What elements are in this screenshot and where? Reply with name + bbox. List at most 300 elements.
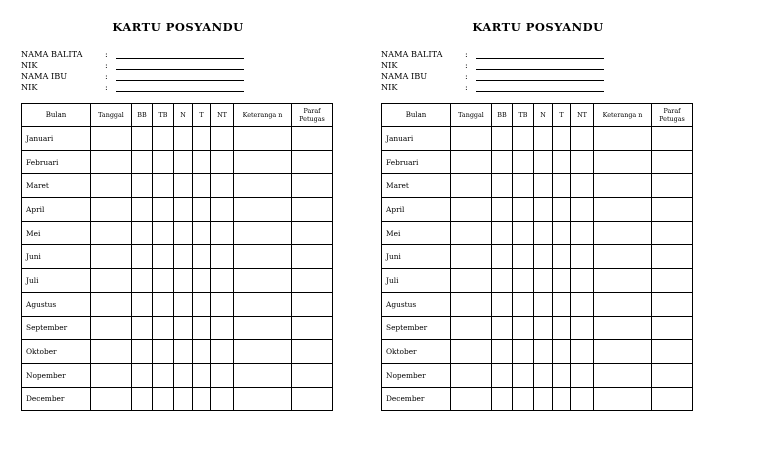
entry-cell-keterangan[interactable] <box>594 221 652 245</box>
column-header-nt: NT <box>211 104 234 127</box>
entry-cell-tanggal[interactable] <box>451 174 492 198</box>
month-cell: Januari <box>22 127 91 151</box>
column-header-bulan: Bulan <box>382 104 451 127</box>
field-label: NAMA BALITA <box>381 49 443 59</box>
entry-cell-n[interactable] <box>534 150 553 174</box>
entry-cell-bb[interactable] <box>492 387 513 411</box>
entry-cell-paraf[interactable] <box>652 292 693 316</box>
entry-cell-keterangan[interactable] <box>234 174 292 198</box>
entry-cell-tanggal[interactable] <box>451 363 492 387</box>
entry-cell-tanggal[interactable] <box>451 292 492 316</box>
entry-cell-keterangan[interactable] <box>594 363 652 387</box>
entry-cell-t[interactable] <box>553 363 571 387</box>
month-cell: Juli <box>22 269 91 293</box>
field-nik-ibu <box>381 82 606 93</box>
month-cell: Februari <box>22 150 91 174</box>
entry-cell-tanggal[interactable] <box>451 221 492 245</box>
table-row <box>22 292 333 316</box>
entry-cell-paraf[interactable] <box>292 127 333 151</box>
entry-cell-tb[interactable] <box>513 387 534 411</box>
entry-cell-keterangan[interactable] <box>594 387 652 411</box>
table-row <box>22 363 333 387</box>
entry-cell-paraf[interactable] <box>292 174 333 198</box>
entry-cell-paraf[interactable] <box>652 340 693 364</box>
entry-cell-tanggal[interactable] <box>91 127 132 151</box>
entry-cell-paraf[interactable] <box>652 387 693 411</box>
entry-cell-nt[interactable] <box>211 316 234 340</box>
entry-cell-t[interactable] <box>553 269 571 293</box>
table-row <box>22 198 333 222</box>
table-row <box>382 340 693 364</box>
entry-cell-tb[interactable] <box>513 363 534 387</box>
entry-cell-tb[interactable] <box>153 174 174 198</box>
entry-cell-t[interactable] <box>553 127 571 151</box>
entry-cell-tanggal[interactable] <box>91 363 132 387</box>
entry-cell-bb[interactable] <box>132 174 153 198</box>
month-cell: Nopember <box>22 363 91 387</box>
table-row <box>382 174 693 198</box>
identity-fields <box>21 49 246 93</box>
table-row <box>382 127 693 151</box>
entry-cell-nt[interactable] <box>211 269 234 293</box>
entry-cell-tb[interactable] <box>513 245 534 269</box>
table-row <box>22 245 333 269</box>
entry-cell-t[interactable] <box>553 198 571 222</box>
entry-cell-t[interactable] <box>193 221 211 245</box>
entry-cell-n[interactable] <box>174 174 193 198</box>
entry-cell-t[interactable] <box>553 387 571 411</box>
table-row <box>22 150 333 174</box>
entry-cell-t[interactable] <box>193 245 211 269</box>
field-label: NIK <box>21 60 38 70</box>
entry-cell-nt[interactable] <box>571 221 594 245</box>
entry-cell-tanggal[interactable] <box>91 150 132 174</box>
entry-cell-tb[interactable] <box>153 363 174 387</box>
entry-cell-n[interactable] <box>174 269 193 293</box>
field-label: NIK <box>381 82 398 92</box>
field-colon: : <box>105 60 108 70</box>
entry-cell-nt[interactable] <box>211 363 234 387</box>
field-fill-line[interactable] <box>476 69 604 70</box>
entry-cell-nt[interactable] <box>211 245 234 269</box>
field-fill-line[interactable] <box>476 58 604 59</box>
entry-cell-nt[interactable] <box>211 150 234 174</box>
entry-cell-keterangan[interactable] <box>594 150 652 174</box>
entry-cell-nt[interactable] <box>211 292 234 316</box>
entry-cell-paraf[interactable] <box>652 221 693 245</box>
entry-cell-t[interactable] <box>553 292 571 316</box>
entry-cell-n[interactable] <box>534 387 553 411</box>
entry-cell-nt[interactable] <box>211 221 234 245</box>
month-cell: Juni <box>22 245 91 269</box>
month-cell: Agustus <box>22 292 91 316</box>
column-header-paraf: Paraf Petugas <box>652 104 693 127</box>
entry-cell-bb[interactable] <box>492 150 513 174</box>
entry-cell-n[interactable] <box>174 127 193 151</box>
entry-cell-tanggal[interactable] <box>91 340 132 364</box>
entry-cell-t[interactable] <box>553 150 571 174</box>
entry-cell-tb[interactable] <box>513 127 534 151</box>
entry-cell-tb[interactable] <box>513 340 534 364</box>
column-header-t: T <box>193 104 211 127</box>
entry-cell-nt[interactable] <box>571 363 594 387</box>
entry-cell-bb[interactable] <box>492 269 513 293</box>
field-fill-line[interactable] <box>116 80 244 81</box>
month-cell: Januari <box>382 127 451 151</box>
entry-cell-nt[interactable] <box>571 127 594 151</box>
field-colon: : <box>465 60 468 70</box>
entry-cell-bb[interactable] <box>492 316 513 340</box>
entry-cell-paraf[interactable] <box>652 127 693 151</box>
entry-cell-t[interactable] <box>193 387 211 411</box>
entry-cell-n[interactable] <box>174 316 193 340</box>
column-header-bulan: Bulan <box>22 104 91 127</box>
entry-cell-bb[interactable] <box>492 221 513 245</box>
entry-cell-tanggal[interactable] <box>91 221 132 245</box>
entry-cell-keterangan[interactable] <box>234 150 292 174</box>
entry-cell-bb[interactable] <box>132 198 153 222</box>
month-cell: April <box>382 198 451 222</box>
entry-cell-nt[interactable] <box>211 174 234 198</box>
entry-cell-paraf[interactable] <box>292 198 333 222</box>
entry-cell-keterangan[interactable] <box>234 221 292 245</box>
entry-cell-paraf[interactable] <box>652 316 693 340</box>
entry-cell-n[interactable] <box>174 340 193 364</box>
table-row <box>382 269 693 293</box>
entry-cell-tb[interactable] <box>153 150 174 174</box>
entry-cell-nt[interactable] <box>571 174 594 198</box>
entry-cell-paraf[interactable] <box>292 221 333 245</box>
table-row <box>382 363 693 387</box>
table-row <box>22 387 333 411</box>
entry-cell-bb[interactable] <box>132 363 153 387</box>
entry-cell-keterangan[interactable] <box>234 269 292 293</box>
entry-cell-tanggal[interactable] <box>451 127 492 151</box>
entry-cell-keterangan[interactable] <box>234 292 292 316</box>
field-fill-line[interactable] <box>476 91 604 92</box>
entry-cell-nt[interactable] <box>571 316 594 340</box>
column-header-tb: TB <box>153 104 174 127</box>
entry-cell-keterangan[interactable] <box>594 340 652 364</box>
entry-cell-tb[interactable] <box>513 316 534 340</box>
entry-cell-keterangan[interactable] <box>594 292 652 316</box>
table-row <box>22 316 333 340</box>
entry-cell-n[interactable] <box>534 269 553 293</box>
entry-cell-t[interactable] <box>553 340 571 364</box>
entry-cell-paraf[interactable] <box>292 150 333 174</box>
entry-cell-bb[interactable] <box>132 221 153 245</box>
entry-cell-bb[interactable] <box>492 174 513 198</box>
table-row <box>382 221 693 245</box>
entry-cell-nt[interactable] <box>211 340 234 364</box>
field-label: NAMA BALITA <box>21 49 83 59</box>
growth-record-table <box>21 103 333 411</box>
entry-cell-n[interactable] <box>534 245 553 269</box>
column-header-n: N <box>174 104 193 127</box>
entry-cell-keterangan[interactable] <box>234 316 292 340</box>
entry-cell-tb[interactable] <box>153 127 174 151</box>
entry-cell-tb[interactable] <box>513 292 534 316</box>
posyandu-card-left <box>18 0 338 466</box>
field-colon: : <box>105 71 108 81</box>
entry-cell-bb[interactable] <box>132 292 153 316</box>
entry-cell-t[interactable] <box>553 316 571 340</box>
entry-cell-t[interactable] <box>193 198 211 222</box>
entry-cell-keterangan[interactable] <box>234 127 292 151</box>
entry-cell-tanggal[interactable] <box>451 316 492 340</box>
month-cell: September <box>382 316 451 340</box>
entry-cell-keterangan[interactable] <box>594 269 652 293</box>
month-cell: April <box>22 198 91 222</box>
entry-cell-tb[interactable] <box>153 245 174 269</box>
entry-cell-keterangan[interactable] <box>594 316 652 340</box>
entry-cell-tb[interactable] <box>153 221 174 245</box>
field-nama-balita <box>21 49 246 60</box>
entry-cell-tb[interactable] <box>513 174 534 198</box>
entry-cell-paraf[interactable] <box>292 269 333 293</box>
column-header-n: N <box>534 104 553 127</box>
entry-cell-n[interactable] <box>174 387 193 411</box>
entry-cell-nt[interactable] <box>571 245 594 269</box>
entry-cell-keterangan[interactable] <box>594 174 652 198</box>
field-label: NIK <box>381 60 398 70</box>
entry-cell-bb[interactable] <box>132 150 153 174</box>
column-header-tanggal: Tanggal <box>91 104 132 127</box>
field-nik-balita <box>21 60 246 71</box>
growth-record-table <box>381 103 693 411</box>
table-row <box>22 340 333 364</box>
entry-cell-tanggal[interactable] <box>451 150 492 174</box>
month-cell: December <box>22 387 91 411</box>
table-header-row <box>22 104 333 127</box>
table-row <box>22 269 333 293</box>
entry-cell-n[interactable] <box>534 221 553 245</box>
entry-cell-paraf[interactable] <box>292 245 333 269</box>
entry-cell-bb[interactable] <box>492 198 513 222</box>
entry-cell-paraf[interactable] <box>652 245 693 269</box>
entry-cell-keterangan[interactable] <box>234 363 292 387</box>
table-row <box>382 245 693 269</box>
column-header-bb: BB <box>132 104 153 127</box>
table-row <box>382 198 693 222</box>
entry-cell-paraf[interactable] <box>292 316 333 340</box>
field-colon: : <box>465 71 468 81</box>
table-row <box>382 387 693 411</box>
entry-cell-n[interactable] <box>534 174 553 198</box>
entry-cell-paraf[interactable] <box>652 363 693 387</box>
entry-cell-tb[interactable] <box>513 221 534 245</box>
entry-cell-tb[interactable] <box>153 387 174 411</box>
table-header-row <box>382 104 693 127</box>
entry-cell-nt[interactable] <box>571 269 594 293</box>
month-cell: Nopember <box>382 363 451 387</box>
entry-cell-n[interactable] <box>174 221 193 245</box>
card-title: KARTU POSYANDU <box>112 20 244 34</box>
entry-cell-nt[interactable] <box>571 387 594 411</box>
entry-cell-t[interactable] <box>553 245 571 269</box>
entry-cell-tb[interactable] <box>153 292 174 316</box>
entry-cell-tanggal[interactable] <box>451 387 492 411</box>
entry-cell-tb[interactable] <box>153 340 174 364</box>
entry-cell-bb[interactable] <box>132 127 153 151</box>
entry-cell-tanggal[interactable] <box>91 269 132 293</box>
identity-fields <box>381 49 606 93</box>
column-header-tanggal: Tanggal <box>451 104 492 127</box>
column-header-nt: NT <box>571 104 594 127</box>
field-fill-line[interactable] <box>116 91 244 92</box>
entry-cell-nt[interactable] <box>571 292 594 316</box>
entry-cell-t[interactable] <box>193 150 211 174</box>
entry-cell-keterangan[interactable] <box>594 127 652 151</box>
field-colon: : <box>465 49 468 59</box>
table-row <box>382 316 693 340</box>
entry-cell-tanggal[interactable] <box>91 316 132 340</box>
field-label: NAMA IBU <box>21 71 68 81</box>
month-cell: Maret <box>382 174 451 198</box>
column-header-keterangan: Keteranga n <box>594 104 652 127</box>
table-row <box>22 174 333 198</box>
entry-cell-t[interactable] <box>193 269 211 293</box>
entry-cell-paraf[interactable] <box>292 363 333 387</box>
entry-cell-n[interactable] <box>534 292 553 316</box>
column-header-tb: TB <box>513 104 534 127</box>
entry-cell-nt[interactable] <box>211 198 234 222</box>
entry-cell-paraf[interactable] <box>292 292 333 316</box>
entry-cell-tanggal[interactable] <box>91 387 132 411</box>
entry-cell-paraf[interactable] <box>292 387 333 411</box>
entry-cell-keterangan[interactable] <box>234 198 292 222</box>
entry-cell-bb[interactable] <box>132 245 153 269</box>
entry-cell-t[interactable] <box>193 174 211 198</box>
entry-cell-bb[interactable] <box>132 340 153 364</box>
entry-cell-tanggal[interactable] <box>91 292 132 316</box>
posyandu-card-right <box>378 0 698 466</box>
table-row <box>382 150 693 174</box>
column-header-paraf: Paraf Petugas <box>292 104 333 127</box>
field-nik-balita <box>381 60 606 71</box>
month-cell: Oktober <box>22 340 91 364</box>
field-nama-ibu <box>21 71 246 82</box>
card-title: KARTU POSYANDU <box>472 20 604 34</box>
entry-cell-t[interactable] <box>193 340 211 364</box>
table-row <box>22 127 333 151</box>
entry-cell-tanggal[interactable] <box>451 198 492 222</box>
entry-cell-tanggal[interactable] <box>451 340 492 364</box>
entry-cell-paraf[interactable] <box>652 150 693 174</box>
entry-cell-paraf[interactable] <box>292 340 333 364</box>
field-colon: : <box>105 82 108 92</box>
column-header-keterangan: Keteranga n <box>234 104 292 127</box>
entry-cell-nt[interactable] <box>571 150 594 174</box>
entry-cell-t[interactable] <box>193 363 211 387</box>
entry-cell-bb[interactable] <box>132 387 153 411</box>
entry-cell-n[interactable] <box>534 316 553 340</box>
entry-cell-n[interactable] <box>174 198 193 222</box>
entry-cell-tb[interactable] <box>153 316 174 340</box>
entry-cell-tanggal[interactable] <box>91 174 132 198</box>
entry-cell-tb[interactable] <box>513 150 534 174</box>
field-nik-ibu <box>21 82 246 93</box>
entry-cell-tb[interactable] <box>513 269 534 293</box>
entry-cell-nt[interactable] <box>211 387 234 411</box>
entry-cell-bb[interactable] <box>492 127 513 151</box>
entry-cell-t[interactable] <box>193 316 211 340</box>
entry-cell-n[interactable] <box>174 150 193 174</box>
entry-cell-bb[interactable] <box>492 245 513 269</box>
column-header-bb: BB <box>492 104 513 127</box>
column-header-t: T <box>553 104 571 127</box>
month-cell: Mei <box>22 221 91 245</box>
entry-cell-n[interactable] <box>174 363 193 387</box>
entry-cell-tb[interactable] <box>153 198 174 222</box>
entry-cell-bb[interactable] <box>492 340 513 364</box>
entry-cell-nt[interactable] <box>571 198 594 222</box>
month-cell: Juli <box>382 269 451 293</box>
entry-cell-t[interactable] <box>193 292 211 316</box>
month-cell: Oktober <box>382 340 451 364</box>
entry-cell-paraf[interactable] <box>652 174 693 198</box>
entry-cell-tb[interactable] <box>153 269 174 293</box>
month-cell: Maret <box>22 174 91 198</box>
field-colon: : <box>105 49 108 59</box>
entry-cell-keterangan[interactable] <box>234 387 292 411</box>
entry-cell-bb[interactable] <box>132 316 153 340</box>
field-colon: : <box>465 82 468 92</box>
entry-cell-n[interactable] <box>534 127 553 151</box>
month-cell: Juni <box>382 245 451 269</box>
entry-cell-paraf[interactable] <box>652 198 693 222</box>
field-nama-ibu <box>381 71 606 82</box>
entry-cell-n[interactable] <box>534 363 553 387</box>
entry-cell-t[interactable] <box>553 221 571 245</box>
entry-cell-n[interactable] <box>174 245 193 269</box>
entry-cell-bb[interactable] <box>132 269 153 293</box>
month-cell: December <box>382 387 451 411</box>
month-cell: Februari <box>382 150 451 174</box>
entry-cell-n[interactable] <box>534 198 553 222</box>
entry-cell-paraf[interactable] <box>652 269 693 293</box>
entry-cell-keterangan[interactable] <box>594 245 652 269</box>
entry-cell-t[interactable] <box>553 174 571 198</box>
entry-cell-keterangan[interactable] <box>234 340 292 364</box>
entry-cell-n[interactable] <box>174 292 193 316</box>
field-label: NAMA IBU <box>381 71 428 81</box>
entry-cell-tanggal[interactable] <box>91 198 132 222</box>
field-nama-balita <box>381 49 606 60</box>
entry-cell-keterangan[interactable] <box>234 245 292 269</box>
table-row <box>382 292 693 316</box>
entry-cell-n[interactable] <box>534 340 553 364</box>
month-cell: Agustus <box>382 292 451 316</box>
table-row <box>22 221 333 245</box>
entry-cell-tanggal[interactable] <box>451 245 492 269</box>
entry-cell-nt[interactable] <box>571 340 594 364</box>
field-label: NIK <box>21 82 38 92</box>
entry-cell-keterangan[interactable] <box>594 198 652 222</box>
field-fill-line[interactable] <box>116 58 244 59</box>
field-fill-line[interactable] <box>476 80 604 81</box>
month-cell: Mei <box>382 221 451 245</box>
entry-cell-tanggal[interactable] <box>451 269 492 293</box>
entry-cell-bb[interactable] <box>492 363 513 387</box>
entry-cell-nt[interactable] <box>211 127 234 151</box>
field-fill-line[interactable] <box>116 69 244 70</box>
entry-cell-tb[interactable] <box>513 198 534 222</box>
month-cell: September <box>22 316 91 340</box>
entry-cell-t[interactable] <box>193 127 211 151</box>
entry-cell-tanggal[interactable] <box>91 245 132 269</box>
entry-cell-bb[interactable] <box>492 292 513 316</box>
